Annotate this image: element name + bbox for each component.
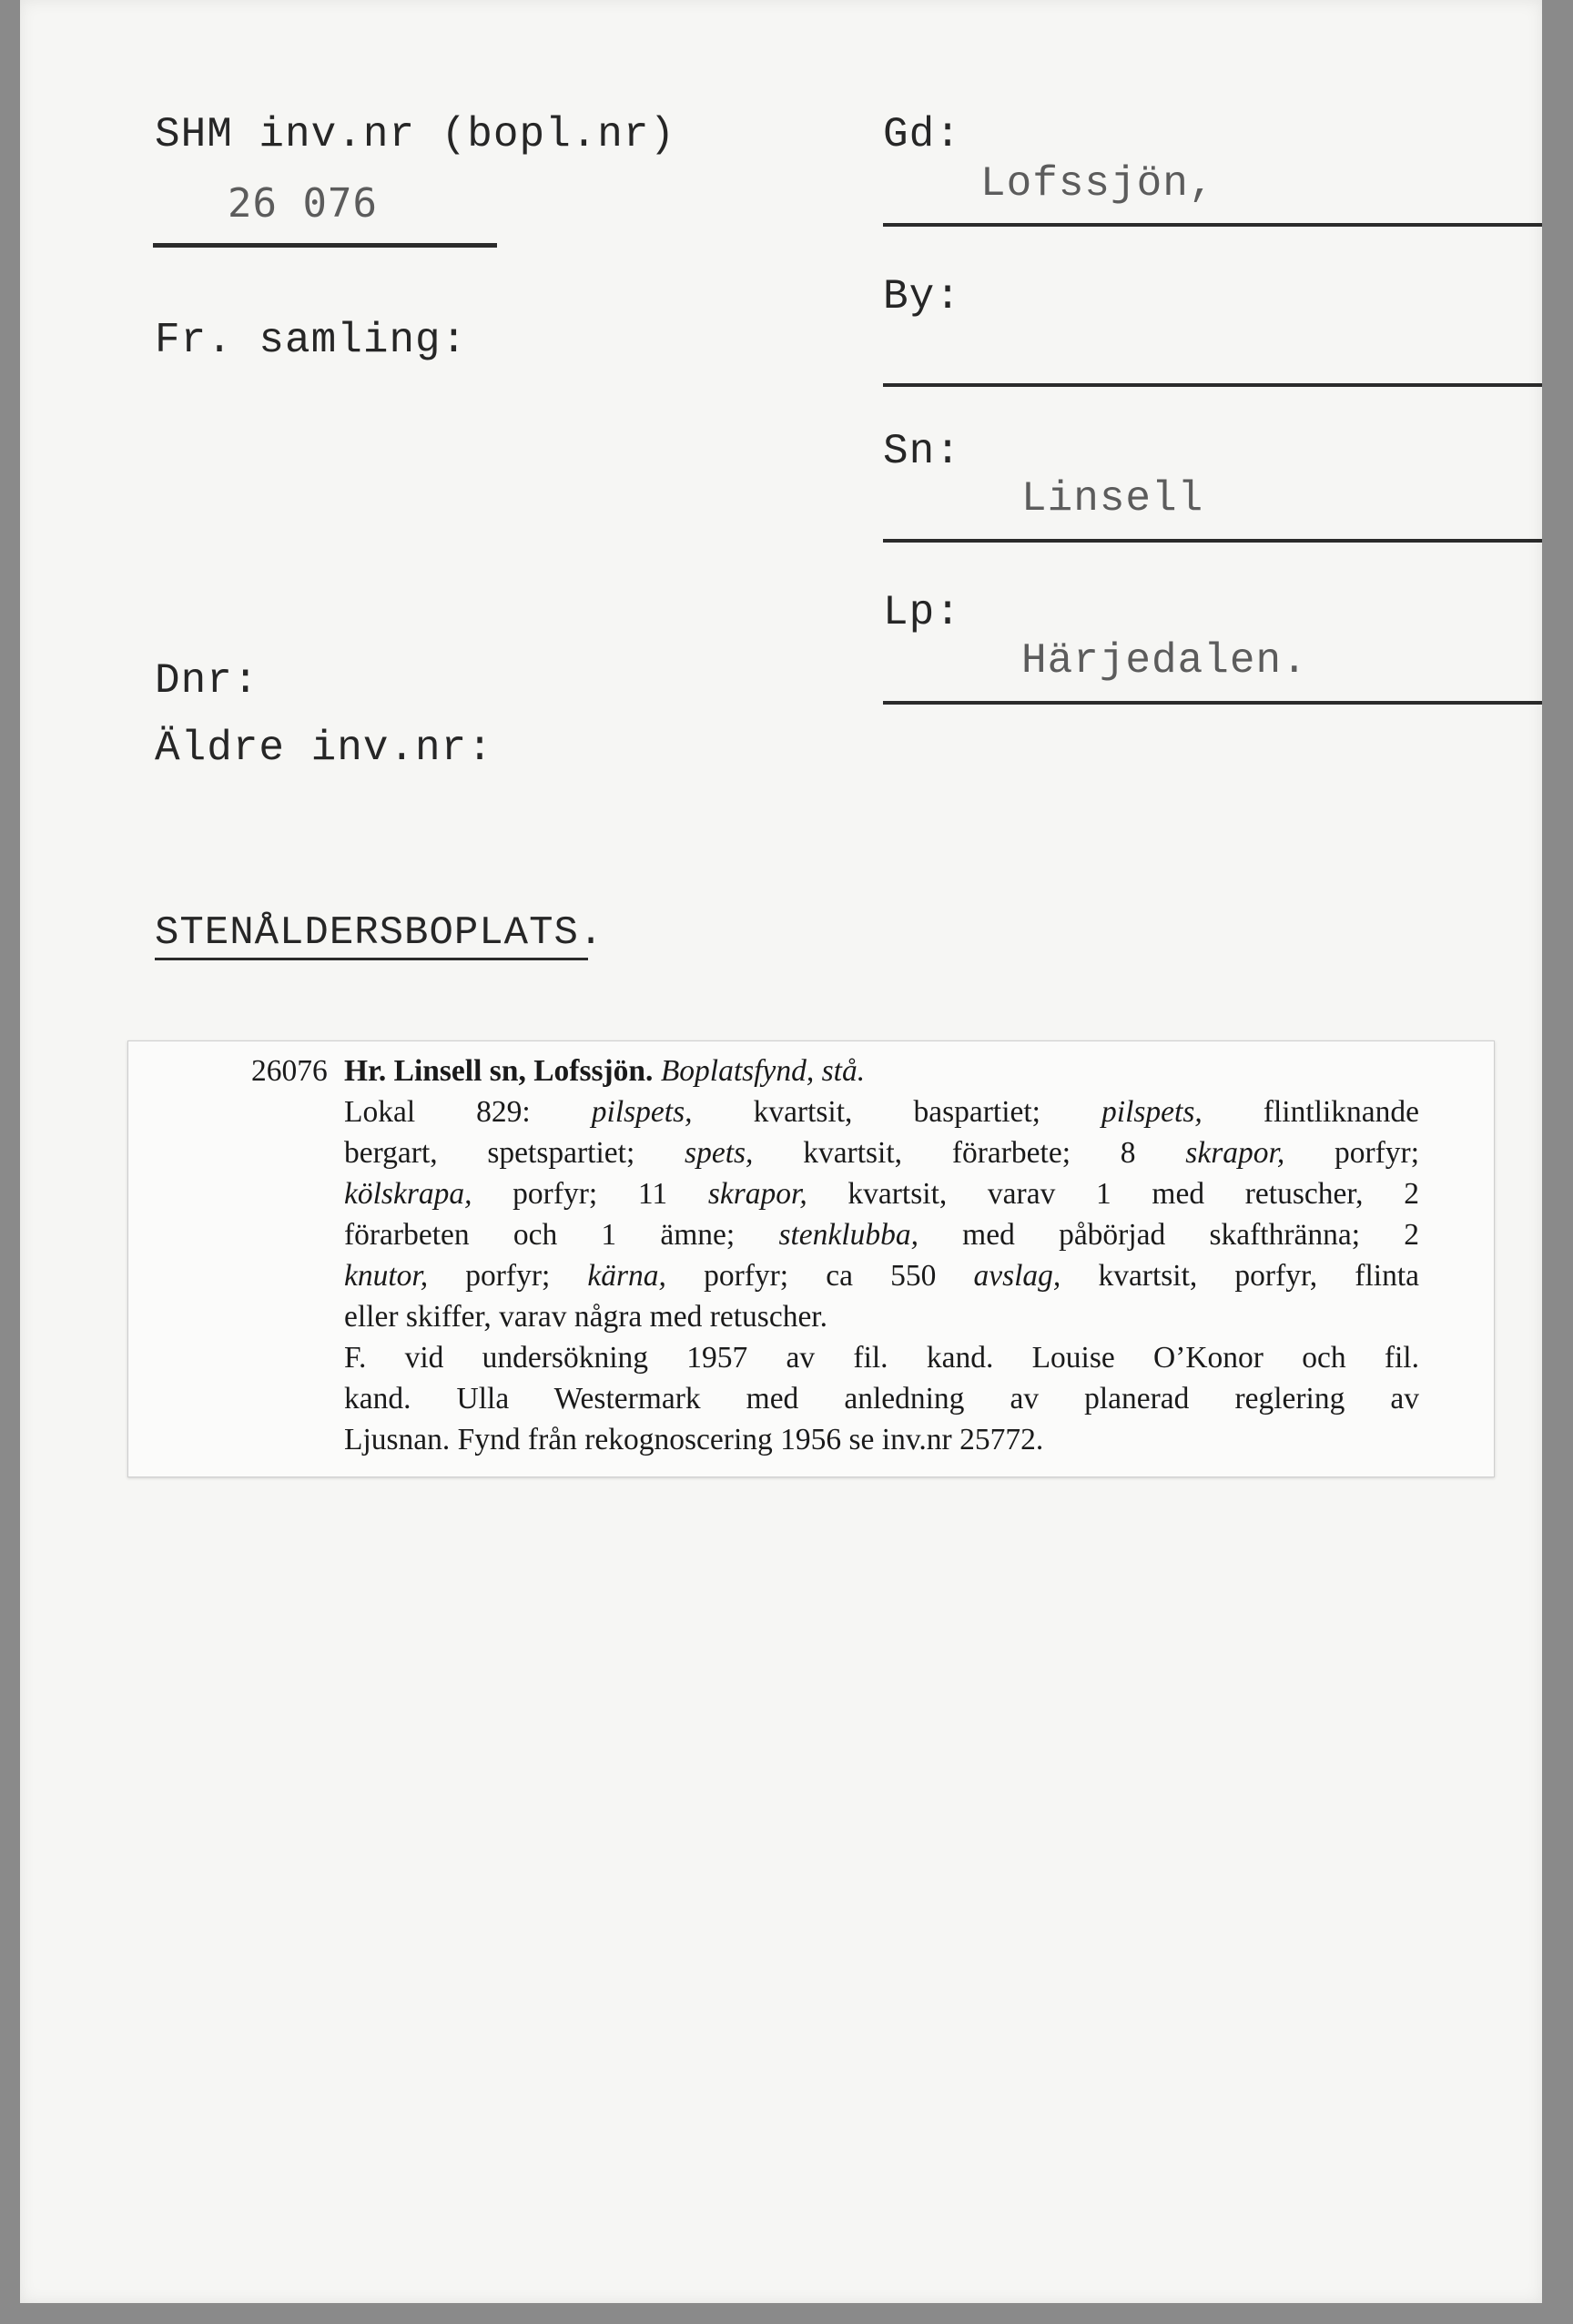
clipping-line <box>251 1296 1419 1337</box>
by-rule <box>883 383 1542 387</box>
clipping-type: Boplatsfynd, stå. <box>660 1054 866 1088</box>
clipping-run: kvartsit, porfyr, flinta <box>1061 1259 1419 1293</box>
clipping-term: stenklubba, <box>778 1218 918 1252</box>
clipping-run: porfyr; <box>1284 1136 1419 1170</box>
clipping-term: spets, <box>685 1136 754 1170</box>
clipping-body <box>251 1091 1419 1460</box>
lp-rule <box>883 701 1542 705</box>
clipping-line <box>251 1378 1419 1419</box>
clipping-run: eller skiffer, varav några med retuscher. <box>344 1300 827 1334</box>
clipping-line <box>251 1091 1419 1132</box>
clipping-line <box>251 1419 1419 1460</box>
clipping-number: 26076 <box>251 1054 328 1088</box>
clipping-run: med påbörjad skafthränna; 2 <box>918 1218 1420 1252</box>
clipping-term: knutor, <box>344 1259 429 1293</box>
clipping-run: porfyr; ca 550 <box>665 1259 974 1293</box>
clipping-run: F. vid undersökning 1957 av fil. kand. Louise O’Konor och fil. <box>344 1341 1419 1375</box>
clipping-run: Ljusnan. Fynd från rekognoscering 1956 se inv.nr 25772. <box>344 1423 1044 1456</box>
clipping-term: kölskrapa, <box>344 1177 472 1211</box>
inv-rule <box>153 243 497 248</box>
by-label: By: <box>883 273 961 320</box>
clipping-run: porfyr; <box>428 1259 588 1293</box>
sn-value: Linsell <box>1021 475 1204 523</box>
clipping-run: bergart, spetspartiet; <box>344 1136 685 1170</box>
clipping-place: Hr. Linsell sn, Lofssjön. <box>344 1054 654 1088</box>
heading-underline <box>155 958 588 960</box>
clipping-line <box>251 1214 1419 1255</box>
clipping-line <box>251 1255 1419 1296</box>
dnr-label: Dnr: <box>155 657 259 705</box>
clipping-run: kvartsit, förarbete; 8 <box>753 1136 1186 1170</box>
clipping-line <box>251 1132 1419 1173</box>
clipping-term: kärna, <box>587 1259 666 1293</box>
clipping-term: avslag, <box>973 1259 1061 1293</box>
gd-value: Lofssjön, <box>980 160 1215 208</box>
card-heading: STENÅLDERSBOPLATS. <box>155 910 604 956</box>
clipping-line <box>251 1050 1419 1091</box>
clipping-term: pilspets, <box>1101 1095 1203 1129</box>
clipping-run: flintliknande <box>1202 1095 1419 1129</box>
inv-number: 26 076 <box>228 180 378 227</box>
clipping-term: pilspets, <box>591 1095 693 1129</box>
inv-label: SHM inv.nr (bopl.nr) <box>155 111 676 158</box>
catalog-card <box>20 0 1542 2303</box>
aldre-inv-label: Äldre inv.nr: <box>155 725 493 772</box>
clipping-line <box>251 1337 1419 1378</box>
clipping-run: kvartsit, baspartiet; <box>692 1095 1102 1129</box>
sn-label: Sn: <box>883 428 961 475</box>
clipping-run: Lokal 829: <box>344 1095 592 1129</box>
clipping-text <box>251 1050 1419 1460</box>
lp-value: Härjedalen. <box>1021 637 1308 685</box>
fr-samling-label: Fr. samling: <box>155 317 468 364</box>
gd-rule <box>883 223 1542 227</box>
clipping-run: kand. Ulla Westermark med anledning av planerad reglering av <box>344 1382 1419 1416</box>
clipping-line <box>251 1173 1419 1214</box>
clipping-term: skrapor, <box>1185 1136 1285 1170</box>
clipping-run: porfyr; 11 <box>472 1177 708 1211</box>
clipping-term: skrapor, <box>707 1177 807 1211</box>
clipping-run: förarbeten och 1 ämne; <box>344 1218 779 1252</box>
clipping-run: kvartsit, varav 1 med retuscher, 2 <box>807 1177 1419 1211</box>
pasted-clipping <box>127 1040 1495 1477</box>
lp-label: Lp: <box>883 589 961 636</box>
gd-label: Gd: <box>883 111 961 158</box>
sn-rule <box>883 539 1542 543</box>
